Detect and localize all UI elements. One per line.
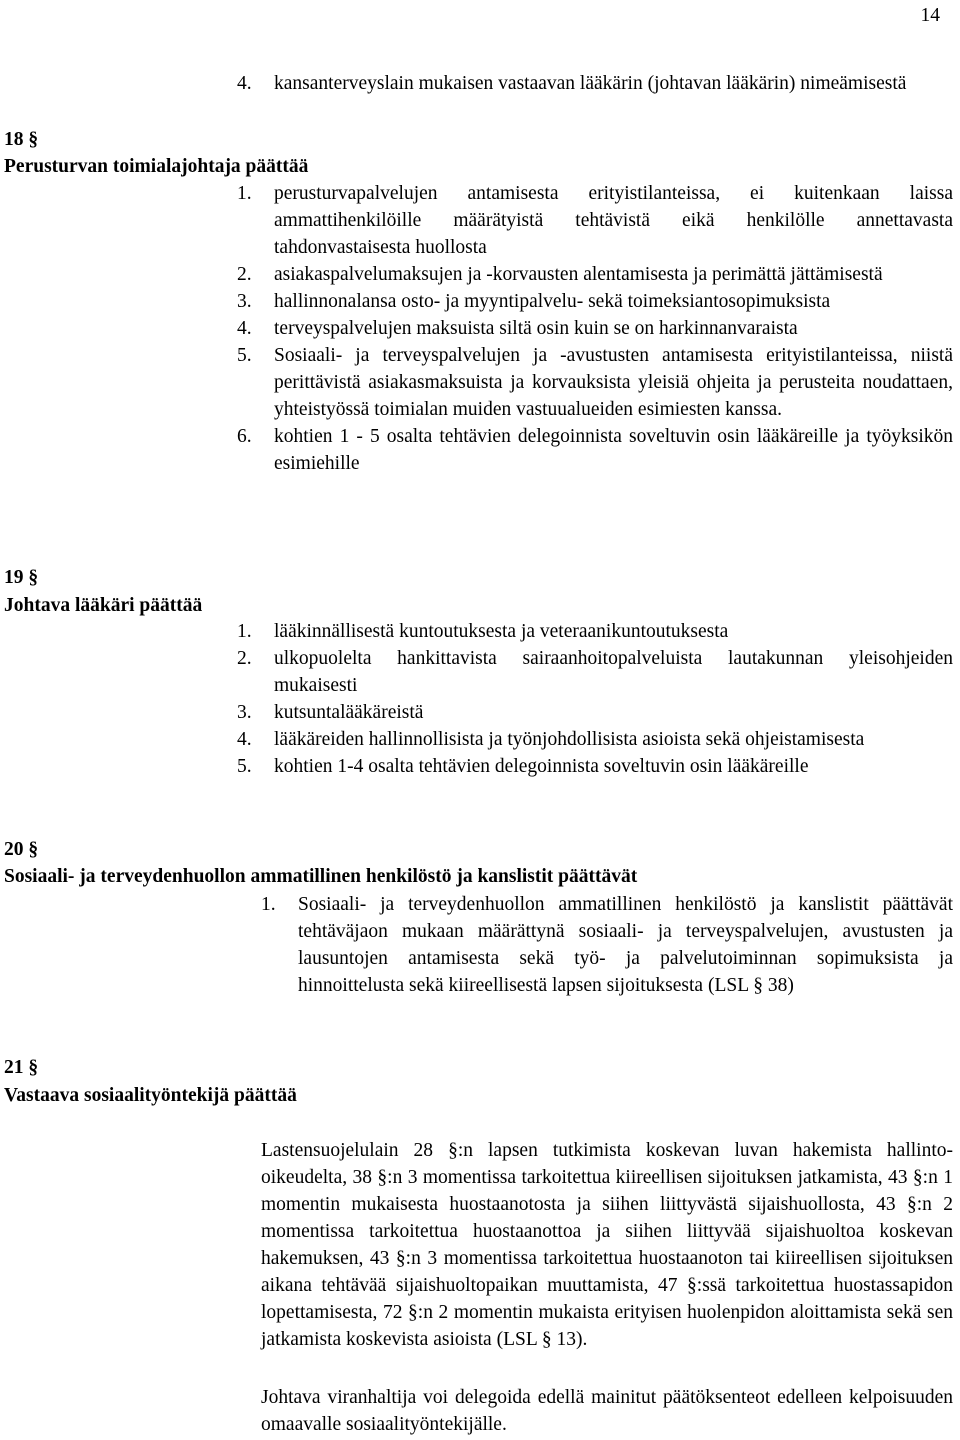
- list-item: [237, 753, 953, 780]
- section-title: Johtava lääkäri päättää: [4, 595, 203, 616]
- item-list: [237, 618, 953, 780]
- item-number: 6.: [237, 426, 252, 447]
- item-text: perusturvapalvelujen antamisesta erityistilanteissa, ei kuitenkaan laissa ammattihenkilöille määrätyistä tehtävistä eikä henkilölle annettavasta tahdonvastaisesta huollosta: [274, 183, 953, 258]
- item-number: 2.: [237, 264, 252, 285]
- item-number: 4.: [237, 729, 252, 750]
- list-item: [237, 180, 953, 261]
- list-item: [237, 699, 953, 726]
- section-number: 18 §: [4, 129, 39, 150]
- item-number: 1.: [261, 894, 276, 915]
- item-text: asiakaspalvelumaksujen ja -korvausten alentamisesta ja perimättä jättämisestä: [274, 264, 883, 285]
- item-number: 5.: [237, 345, 252, 366]
- list-item: [237, 645, 953, 699]
- item-text: kohtien 1-4 osalta tehtävien delegoinnista soveltuvin osin lääkäreille: [274, 756, 809, 777]
- item-text: Sosiaali- ja terveydenhuollon ammatillinen henkilöstö ja kanslistit päättävät tehtäväjaon mukaan määrättynä sosiaali- ja terveyspalvelujen, avustusten ja lausuntojen antamisesta sekä työ- ja palvelutoiminnan sopimuksista ja hinnoittelusta sekä kiireellisestä lapsen sijoituksesta (LSL § 38): [298, 894, 953, 996]
- item-list: [261, 891, 953, 999]
- item-number: 5.: [237, 756, 252, 777]
- item-text: kutsuntalääkäreistä: [274, 702, 424, 723]
- item-list: [237, 180, 953, 477]
- section-title: Perusturvan toimialajohtaja päättää: [4, 156, 309, 177]
- item-text: lääkinnällisestä kuntoutuksesta ja veteraanikuntoutuksesta: [274, 621, 729, 642]
- item-text: ulkopuolelta hankittavista sairaanhoitopalveluista lautakunnan yleisohjeiden mukaisesti: [274, 648, 953, 696]
- item-text: terveyspalvelujen maksuista siltä osin kuin se on harkinnanvaraista: [274, 318, 798, 339]
- item-text: hallinnonalansa osto- ja myyntipalvelu- sekä toimeksiantosopimuksista: [274, 291, 831, 312]
- item-number: 1.: [237, 621, 252, 642]
- list-item: [237, 618, 953, 645]
- section-title: Sosiaali- ja terveydenhuollon ammatillinen henkilöstö ja kanslistit päättävät: [4, 866, 638, 887]
- item-number: 3.: [237, 702, 252, 723]
- item-number: 4.: [237, 318, 252, 339]
- item-text: Sosiaali- ja terveyspalvelujen ja -avustusten antamisesta erityistilanteissa, niistä perittävistä asiakasmaksuista ja korvauksista yleisiä ohjeita ja perusteita noudattaen, yhteistyössä toimialan muiden vastuualueiden esimiesten kanssa.: [274, 345, 953, 420]
- item-text: lääkäreiden hallinnollisista ja työnjohdollisista asioista sekä ohjeistamisesta: [274, 729, 865, 750]
- paragraph: Lastensuojelulain 28 §:n lapsen tutkimista koskevan luvan hakemista hallinto-oikeudelta, 38 §:n 3 momentissa tarkoitettua kiireellisen sijoituksen jatkamista, 43 §:n 1 momentin mukaisesta huostaanotosta ja siihen liittyvästä sijaishuollosta, 43 §:n 2 momentissa tarkoitettua huostaanottoa ja siihen liittyvää sijaishuoltoa koskevan hakemuksen, 43 §:n 3 momentissa tarkoitettua huostaanoton tai kiireellisen sijoituksen aikana tehtävää sijaishuoltopaikan muuttamista, 47 §:ssä tarkoitettua huostassapidon lopettamisesta, 72 §:n 2 momentin mukaista erityisen huolenpidon aloittamista sekä sen jatkamista koskevista asioista (LSL § 13).: [261, 1140, 953, 1350]
- item-text: kansanterveyslain mukaisen vastaavan lääkärin (johtavan lääkärin) nimeämisestä: [274, 73, 907, 94]
- item-text: kohtien 1 - 5 osalta tehtävien delegoinnista soveltuvin osin lääkäreille ja työyksikön esimiehille: [274, 426, 953, 474]
- item-number: 3.: [237, 291, 252, 312]
- paragraph: Johtava viranhaltija voi delegoida edellä mainitut päätöksenteot edelleen kelpoisuuden omaavalle sosiaalityöntekijälle.: [261, 1387, 953, 1435]
- item-number: 2.: [237, 648, 252, 669]
- list-item: [237, 342, 953, 423]
- item-list: [237, 70, 953, 97]
- list-item: [237, 261, 953, 288]
- section-number: 20 §: [4, 839, 39, 860]
- item-number: 1.: [237, 183, 252, 204]
- list-item: [237, 70, 953, 97]
- list-item: [237, 288, 953, 315]
- section-title: Vastaava sosiaalityöntekijä päättää: [4, 1085, 297, 1106]
- section-number: 21 §: [4, 1057, 39, 1078]
- list-item: [237, 726, 953, 753]
- item-number: 4.: [237, 73, 252, 94]
- page-number: 14: [920, 5, 940, 26]
- section-number: 19 §: [4, 567, 39, 588]
- list-item: [261, 891, 953, 999]
- list-item: [237, 315, 953, 342]
- list-item: [237, 423, 953, 477]
